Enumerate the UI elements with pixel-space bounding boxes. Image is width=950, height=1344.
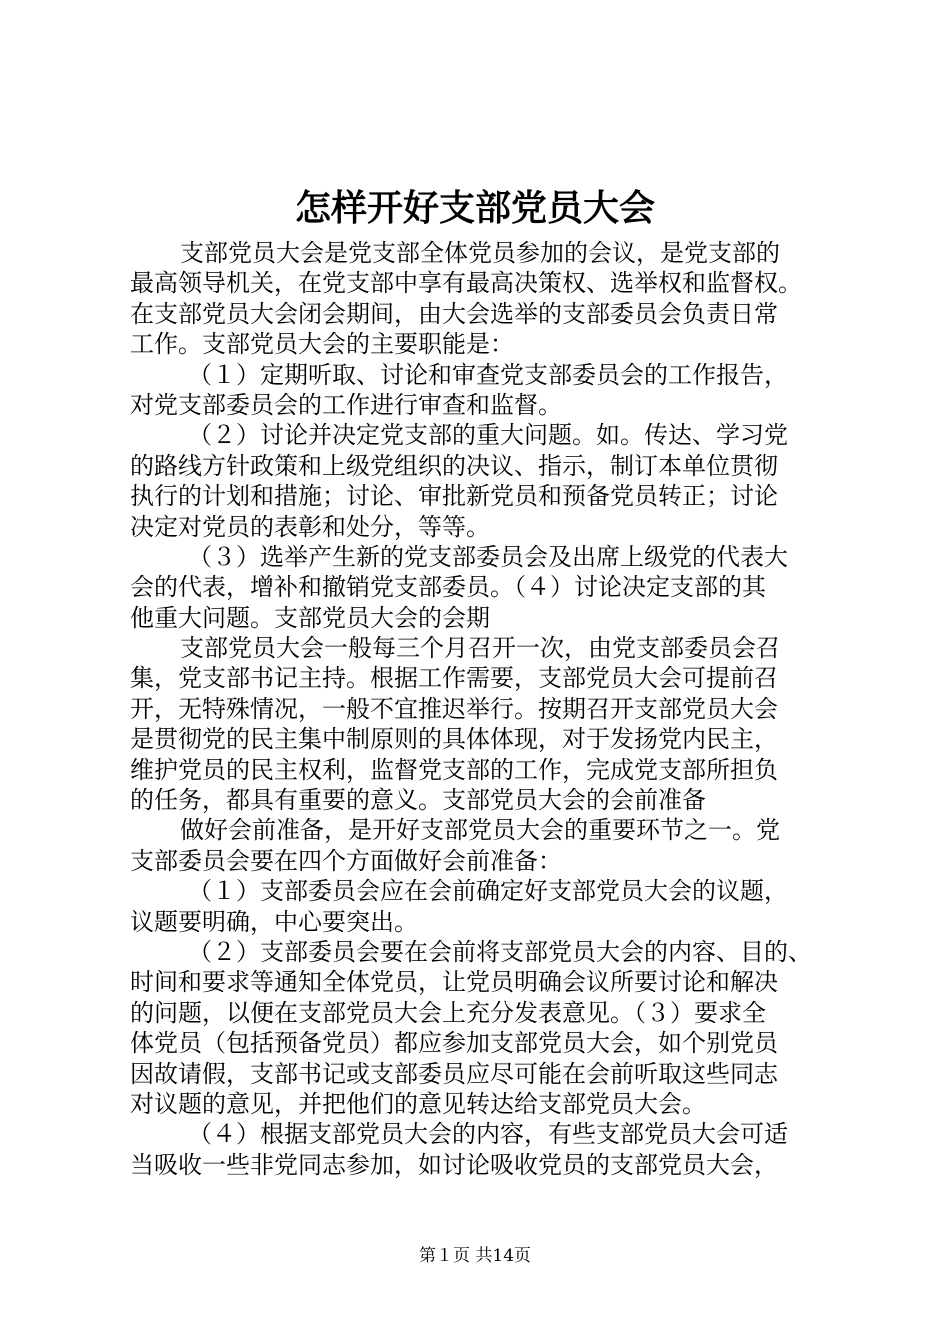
text-line: 会的代表，增补和撤销党支部委员。（４）讨论决定支部的其	[130, 573, 766, 602]
text-line: 工作。支部党员大会的主要职能是：	[130, 330, 514, 359]
text-line: 对党支部委员会的工作进行审查和监督。	[130, 390, 562, 419]
text-line: 是贯彻党的民主集中制原则的具体体现，对于发扬党内民主，	[130, 725, 778, 754]
text-line: 时间和要求等通知全体党员，让党员明确会议所要讨论和解决	[130, 968, 778, 997]
text-line: 的路线方针政策和上级党组织的决议、指示，制订本单位贯彻	[130, 451, 778, 480]
text-line: 在支部党员大会闭会期间，由大会选举的支部委员会负责日常	[130, 299, 778, 328]
text-line: （２）支部委员会要在会前将支部党员大会的内容、目的、	[188, 937, 812, 966]
text-line: 的任务，都具有重要的意义。支部党员大会的会前准备	[130, 786, 706, 815]
text-line: 对议题的意见，并把他们的意见转达给支部党员大会。	[130, 1089, 706, 1118]
text-line: 他重大问题。支部党员大会的会期	[130, 603, 490, 632]
text-line: 支部党员大会是党支部全体党员参加的会议，是党支部的	[180, 239, 780, 267]
text-line: 支部委员会要在四个方面做好会前准备：	[130, 846, 562, 875]
text-line: （４）根据支部党员大会的内容，有些支部党员大会可适	[188, 1120, 788, 1149]
text-line: 支部党员大会一般每三个月召开一次，由党支部委员会召	[180, 634, 780, 663]
text-line: 做好会前准备，是开好支部党员大会的重要环节之一。党	[180, 816, 780, 845]
text-line: 决定对党员的表彰和处分，等等。	[130, 512, 490, 541]
text-line: （２）讨论并决定党支部的重大问题。如。传达、学习党	[188, 421, 788, 450]
text-line: 执行的计划和措施；讨论、审批新党员和预备党员转正；讨论	[130, 482, 778, 511]
document-title: 怎样开好支部党员大会	[294, 187, 655, 229]
text-line: （１）定期听取、讨论和审查党支部委员会的工作报告，	[188, 360, 788, 389]
document-body	[130, 238, 835, 1180]
text-line: 体党员（包括预备党员）都应参加支部党员大会，如个别党员	[130, 1029, 778, 1058]
text-line: 开，无特殊情况，一般不宜推迟举行。按期召开支部党员大会	[130, 694, 778, 723]
text-line: 维护党员的民主权利，监督党支部的工作，完成党支部所担负	[130, 755, 778, 784]
text-line: 因故请假，支部书记或支部委员应尽可能在会前听取这些同志	[130, 1059, 778, 1088]
page-number-footer: 第１页 共14页	[418, 1246, 532, 1266]
text-line: （３）选举产生新的党支部委员会及出席上级党的代表大	[188, 542, 788, 571]
text-line: （１）支部委员会应在会前确定好支部党员大会的议题，	[188, 877, 788, 906]
text-line: 的问题，以便在支部党员大会上充分发表意见。（３）要求全	[130, 998, 766, 1027]
text-line: 议题要明确，中心要突出。	[130, 907, 418, 936]
text-line: 当吸收一些非党同志参加，如讨论吸收党员的支部党员大会，	[130, 1150, 778, 1179]
text-line: 最高领导机关，在党支部中享有最高决策权、选举权和监督权。	[130, 269, 802, 298]
text-line: 集，党支部书记主持。根据工作需要，支部党员大会可提前召	[130, 664, 778, 693]
